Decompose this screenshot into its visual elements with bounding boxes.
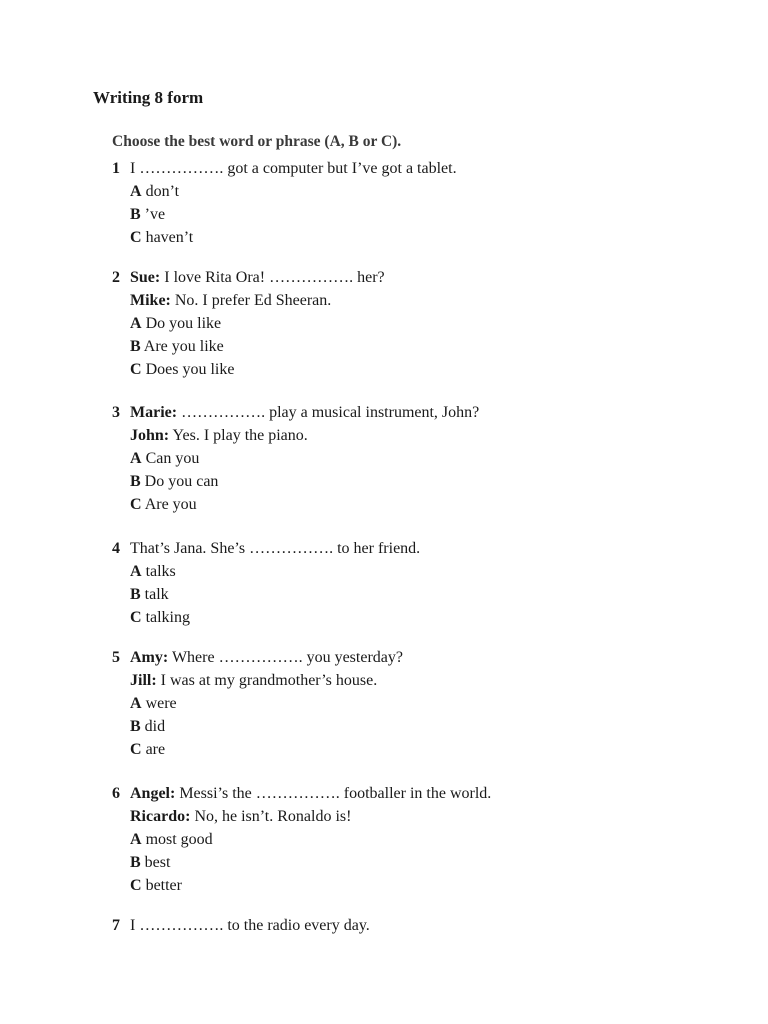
option-text: talks	[145, 563, 176, 580]
dialogue-line	[0, 266, 768, 289]
dialogue-line	[0, 289, 768, 312]
question-stem	[0, 157, 768, 180]
option-text: did	[144, 718, 166, 735]
question-4	[0, 537, 768, 629]
answer-option	[0, 180, 768, 203]
option-text: talking	[145, 609, 190, 626]
speaker-name: Marie:	[130, 404, 178, 421]
option-text: Are you	[144, 496, 197, 513]
option-text: were	[145, 695, 177, 712]
question-number: 4	[112, 540, 120, 557]
answer-option	[0, 312, 768, 335]
dialogue-text: Messi’s the ……………. footballer in the world.	[179, 785, 492, 802]
option-text: best	[144, 854, 171, 871]
dialogue-line	[0, 782, 768, 805]
question-stem	[0, 537, 768, 560]
question-3	[0, 401, 768, 516]
answer-option	[0, 828, 768, 851]
dialogue-line	[0, 669, 768, 692]
answer-option	[0, 493, 768, 516]
option-letter: B	[130, 586, 141, 603]
question-2	[0, 266, 768, 381]
dialogue-text: Where ……………. you yesterday?	[171, 649, 403, 666]
option-letter: B	[130, 473, 141, 490]
option-letter: B	[130, 718, 141, 735]
dialogue-line	[0, 424, 768, 447]
question-text: That’s Jana. She’s ……………. to her friend.	[130, 540, 421, 557]
option-letter: B	[130, 338, 141, 355]
dialogue-text: No, he isn’t. Ronaldo is!	[194, 808, 352, 825]
question-number: 1	[112, 160, 120, 177]
speaker-name: Mike:	[130, 292, 171, 309]
answer-option	[0, 358, 768, 381]
option-letter: A	[130, 695, 142, 712]
option-letter: C	[130, 609, 142, 626]
question-number: 6	[112, 785, 120, 802]
option-letter: B	[130, 206, 141, 223]
answer-option	[0, 874, 768, 897]
speaker-name: John:	[130, 427, 170, 444]
answer-option	[0, 606, 768, 629]
option-text: talk	[144, 586, 169, 603]
dialogue-text: I love Rita Ora! ……………. her?	[164, 269, 385, 286]
question-text: I ……………. got a computer but I’ve got a tablet.	[130, 160, 457, 177]
dialogue-text: I was at my grandmother’s house.	[160, 672, 378, 689]
option-letter: C	[130, 741, 142, 758]
answer-option	[0, 470, 768, 493]
answer-option	[0, 447, 768, 470]
option-text: Does you like	[145, 361, 235, 378]
option-text: haven’t	[145, 229, 194, 246]
option-text: Do you can	[144, 473, 219, 490]
option-letter: A	[130, 183, 142, 200]
question-number: 2	[112, 269, 120, 286]
answer-option	[0, 203, 768, 226]
option-text: don’t	[145, 183, 180, 200]
answer-option	[0, 851, 768, 874]
dialogue-text: No. I prefer Ed Sheeran.	[174, 292, 332, 309]
answer-option	[0, 715, 768, 738]
option-text: Are you like	[143, 338, 224, 355]
answer-option	[0, 738, 768, 761]
answer-option	[0, 583, 768, 606]
dialogue-line	[0, 401, 768, 424]
speaker-name: Angel:	[130, 785, 176, 802]
question-1	[0, 157, 768, 249]
question-6	[0, 782, 768, 897]
option-letter: C	[130, 496, 142, 513]
option-letter: A	[130, 563, 142, 580]
dialogue-text: ……………. play a musical instrument, John?	[181, 404, 480, 421]
question-stem	[0, 914, 768, 937]
answer-option	[0, 560, 768, 583]
option-text: most good	[145, 831, 213, 848]
speaker-name: Ricardo:	[130, 808, 191, 825]
dialogue-text: Yes. I play the piano.	[172, 427, 308, 444]
option-letter: C	[130, 229, 142, 246]
option-letter: B	[130, 854, 141, 871]
question-number: 5	[112, 649, 120, 666]
speaker-name: Jill:	[130, 672, 157, 689]
option-letter: A	[130, 450, 142, 467]
question-number: 3	[112, 404, 120, 421]
document-title: Writing 8 form	[93, 88, 204, 107]
option-text: Can you	[145, 450, 200, 467]
question-number: 7	[112, 917, 120, 934]
instruction-text: Choose the best word or phrase (A, B or C).	[112, 133, 402, 150]
option-text: ’ve	[144, 206, 166, 223]
option-text: better	[145, 877, 182, 894]
speaker-name: Sue:	[130, 269, 161, 286]
question-7	[0, 914, 768, 937]
option-letter: C	[130, 361, 142, 378]
option-letter: A	[130, 315, 142, 332]
speaker-name: Amy:	[130, 649, 169, 666]
option-letter: C	[130, 877, 142, 894]
option-letter: A	[130, 831, 142, 848]
dialogue-line	[0, 805, 768, 828]
option-text: are	[145, 741, 166, 758]
answer-option	[0, 226, 768, 249]
option-text: Do you like	[145, 315, 222, 332]
question-5	[0, 646, 768, 761]
dialogue-line	[0, 646, 768, 669]
question-text: I ……………. to the radio every day.	[130, 917, 370, 934]
answer-option	[0, 335, 768, 358]
answer-option	[0, 692, 768, 715]
